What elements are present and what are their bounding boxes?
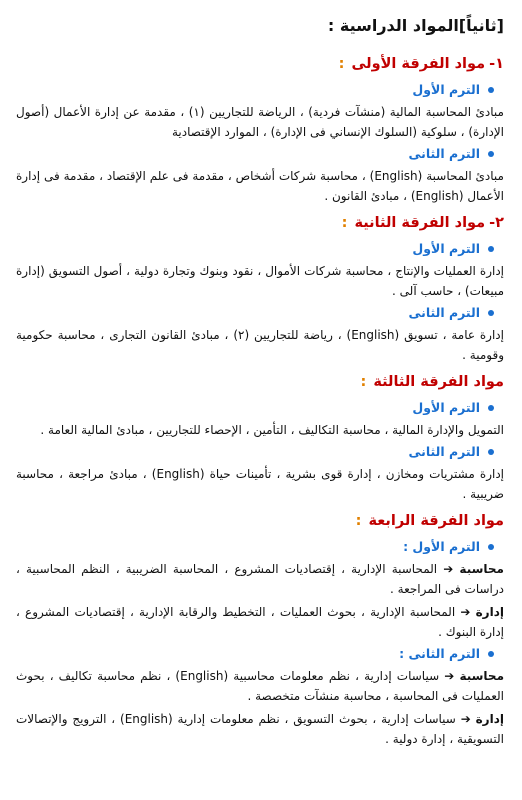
year-title: مواد الفرقة الأولى xyxy=(351,56,486,72)
course-list xyxy=(16,666,504,706)
term-label: الترم الأول xyxy=(412,400,480,415)
year-colon: : xyxy=(338,56,345,72)
year-number: ١- xyxy=(489,56,504,72)
year-number: ٢- xyxy=(489,215,504,231)
course-text: المحاسبة الإدارية ، بحوث العمليات ، التخطيط والرقابة الإدارية ، إقتصاديات المشروع ، إدارة البنوك . xyxy=(16,605,504,639)
year-title: مواد الفرقة الثالثة xyxy=(373,374,504,390)
course-text: سياسات إدارية ، بحوث التسويق ، نظم معلومات إدارية (English) ، الترويج والإتصالات التسويقية ، إدارة دولية . xyxy=(16,712,504,746)
course-list xyxy=(16,559,504,599)
term-label: الترم الثانى xyxy=(408,305,480,320)
course-list xyxy=(16,420,504,440)
bullet-icon xyxy=(488,151,494,157)
bullet-icon xyxy=(488,449,494,455)
term-heading xyxy=(16,145,504,163)
department-label: إدارة xyxy=(475,712,504,726)
term-heading xyxy=(16,240,504,258)
course-list xyxy=(16,709,504,749)
content xyxy=(16,53,504,749)
term-label: الترم الأول xyxy=(412,241,480,256)
term-label: الترم الثانى : xyxy=(399,646,480,661)
year-heading xyxy=(16,53,504,75)
term-label: الترم الأول xyxy=(412,82,480,97)
course-list xyxy=(16,602,504,642)
course-text: سياسات إدارية ، نظم معلومات محاسبية (English) ، نظم محاسبة تكاليف ، بحوث العمليات فى المحاسبة ، محاسبة منشآت متخصصة . xyxy=(16,669,504,703)
term-heading xyxy=(16,443,504,461)
department-label: محاسبة xyxy=(459,562,504,576)
year-colon: : xyxy=(341,215,348,231)
year-heading xyxy=(16,510,504,532)
year-block xyxy=(16,371,504,504)
year-heading xyxy=(16,212,504,234)
year-heading xyxy=(16,371,504,393)
term-label: الترم الثانى xyxy=(408,444,480,459)
department-label: إدارة xyxy=(475,605,504,619)
course-text: مبادئ المحاسبة المالية (منشآت فردية) ، الرياضة للتجاريين (١) ، مقدمة عن إدارة الأعمال (أصول الإدارة) ، سلوكية (السلوك الإنساني فى الإدارة) ، الموارد الإقتصادية xyxy=(16,105,504,139)
bullet-icon xyxy=(488,651,494,657)
term-label: الترم الثانى xyxy=(408,146,480,161)
course-list xyxy=(16,464,504,504)
bullet-icon xyxy=(488,246,494,252)
course-text: إدارة العمليات والإنتاج ، محاسبة شركات الأموال ، نقود وبنوك وتجارة دولية ، أصول التسويق (إدارة مبيعات) ، حاسب آلى . xyxy=(16,264,504,298)
course-text: إدارة عامة ، تسويق (English) ، رياضة للتجاريين (٢) ، مبادئ القانون التجارى ، محاسبة حكومية وقومية . xyxy=(16,328,504,362)
course-list xyxy=(16,325,504,365)
arrow-icon: ➔ xyxy=(443,562,454,576)
arrow-icon: ➔ xyxy=(460,605,471,619)
arrow-icon: ➔ xyxy=(444,669,455,683)
term-heading xyxy=(16,538,504,556)
course-list xyxy=(16,166,504,206)
year-block xyxy=(16,510,504,749)
course-list xyxy=(16,102,504,142)
term-label: الترم الأول : xyxy=(403,539,480,554)
bullet-icon xyxy=(488,87,494,93)
term-heading xyxy=(16,81,504,99)
arrow-icon: ➔ xyxy=(460,712,471,726)
course-text: المحاسبة الإدارية ، إقتصاديات المشروع ، المحاسبة الضريبية ، النظم المحاسبية ، دراسات فى المراجعة . xyxy=(16,562,504,596)
course-text: إدارة مشتريات ومخازن ، إدارة قوى بشرية ، تأمينات حياة (English) ، مبادئ مراجعة ، محاسبة ضريبية . xyxy=(16,467,505,501)
year-colon: : xyxy=(355,513,362,529)
bullet-icon xyxy=(488,310,494,316)
year-title: مواد الفرقة الثانية xyxy=(354,215,486,231)
year-block xyxy=(16,53,504,206)
course-text: التمويل والإدارة المالية ، محاسبة التكاليف ، التأمين ، الإحصاء للتجاريين ، مبادئ المالية العامة . xyxy=(40,423,504,437)
term-heading xyxy=(16,645,504,663)
term-heading xyxy=(16,304,504,322)
course-text: مبادئ المحاسبة (English) ، محاسبة شركات أشخاص ، مقدمة فى علم الإقتصاد ، مقدمة فى إدارة الأعمال (English) ، مبادئ القانون . xyxy=(16,169,504,203)
year-colon: : xyxy=(360,374,367,390)
page-title: [ثانياً]المواد الدراسية : xyxy=(327,16,504,35)
department-label: محاسبة xyxy=(459,669,504,683)
bullet-icon xyxy=(488,544,494,550)
term-heading xyxy=(16,399,504,417)
bullet-icon xyxy=(488,405,494,411)
year-title: مواد الفرقة الرابعة xyxy=(368,513,504,529)
course-list xyxy=(16,261,504,301)
year-block xyxy=(16,212,504,365)
